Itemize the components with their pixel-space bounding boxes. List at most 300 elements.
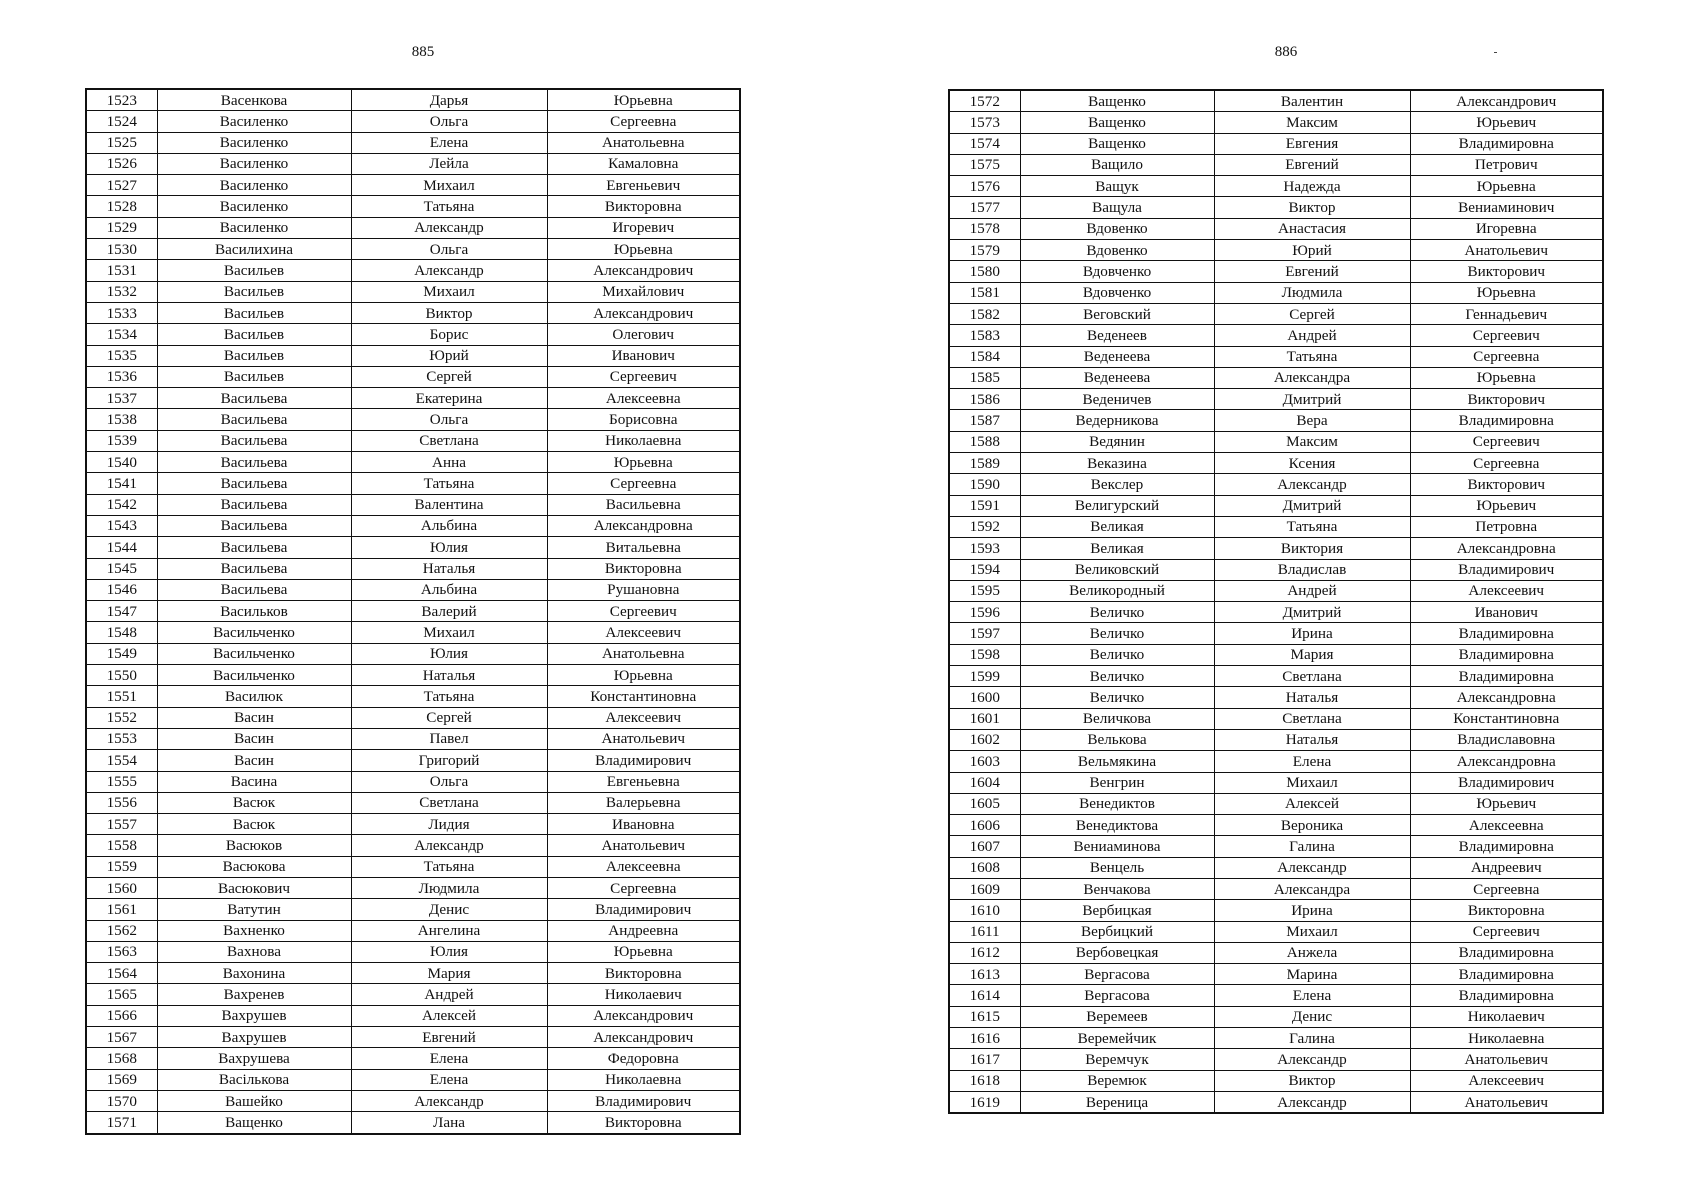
first-name-cell: Александр	[351, 1090, 547, 1111]
record-number-cell: 1526	[86, 153, 157, 174]
page-number: 886	[1274, 44, 1298, 60]
record-number-cell: 1565	[86, 984, 157, 1005]
table-row	[949, 133, 1603, 154]
first-name-cell: Светлана	[351, 430, 547, 451]
table-row	[86, 643, 740, 664]
table-row	[86, 324, 740, 345]
table-row	[86, 473, 740, 494]
table-row	[949, 346, 1603, 367]
table-row	[949, 815, 1603, 836]
last-name-cell: Вахненко	[157, 920, 351, 941]
first-name-cell: Елена	[351, 1048, 547, 1069]
last-name-cell: Вахнова	[157, 941, 351, 962]
last-name-cell: Васин	[157, 707, 351, 728]
record-number-cell: 1617	[949, 1049, 1020, 1070]
patronymic-cell: Валерьевна	[547, 792, 740, 813]
patronymic-cell: Николаевна	[547, 430, 740, 451]
patronymic-cell: Алексеевич	[1410, 1070, 1603, 1091]
record-number-cell: 1547	[86, 601, 157, 622]
table-row	[949, 176, 1603, 197]
record-number-cell: 1608	[949, 857, 1020, 878]
table-row	[86, 345, 740, 366]
patronymic-cell: Михайлович	[547, 281, 740, 302]
first-name-cell: Елена	[1214, 751, 1410, 772]
record-number-cell: 1611	[949, 921, 1020, 942]
record-number-cell: 1553	[86, 728, 157, 749]
table-row	[86, 175, 740, 196]
last-name-cell: Вахрушева	[157, 1048, 351, 1069]
first-name-cell: Альбина	[351, 579, 547, 600]
last-name-cell: Васильев	[157, 324, 351, 345]
table-row	[949, 389, 1603, 410]
first-name-cell: Альбина	[351, 515, 547, 536]
table-row	[949, 900, 1603, 921]
first-name-cell: Людмила	[351, 877, 547, 898]
patronymic-cell: Камаловна	[547, 153, 740, 174]
record-number-cell: 1530	[86, 239, 157, 260]
table-row	[949, 644, 1603, 665]
record-number-cell: 1618	[949, 1070, 1020, 1091]
table-row	[949, 90, 1603, 112]
first-name-cell: Анжела	[1214, 942, 1410, 963]
record-number-cell: 1586	[949, 389, 1020, 410]
patronymic-cell: Владимирович	[547, 1090, 740, 1111]
last-name-cell: Веденеева	[1020, 346, 1214, 367]
table-row	[949, 282, 1603, 303]
last-name-cell: Вербицкий	[1020, 921, 1214, 942]
last-name-cell: Вдовенко	[1020, 218, 1214, 239]
last-name-cell: Васильева	[157, 473, 351, 494]
last-name-cell: Веремюк	[1020, 1070, 1214, 1091]
first-name-cell: Александр	[1214, 1049, 1410, 1070]
first-name-cell: Александра	[1214, 367, 1410, 388]
table-row	[86, 835, 740, 856]
first-name-cell: Виктор	[351, 302, 547, 323]
table-row	[86, 1048, 740, 1069]
table-row	[949, 559, 1603, 580]
patronymic-cell: Анатольевич	[1410, 1049, 1603, 1070]
last-name-cell: Ващенко	[1020, 133, 1214, 154]
record-number-cell: 1544	[86, 537, 157, 558]
first-name-cell: Лейла	[351, 153, 547, 174]
first-name-cell: Вероника	[1214, 815, 1410, 836]
patronymic-cell: Юрьевич	[1410, 495, 1603, 516]
last-name-cell: Веремеев	[1020, 1006, 1214, 1027]
table-row	[86, 388, 740, 409]
last-name-cell: Васильева	[157, 558, 351, 579]
table-row	[86, 217, 740, 238]
first-name-cell: Галина	[1214, 1028, 1410, 1049]
last-name-cell: Васильева	[157, 537, 351, 558]
record-number-cell: 1599	[949, 666, 1020, 687]
patronymic-cell: Владимировна	[1410, 410, 1603, 431]
patronymic-cell: Викторовна	[1410, 900, 1603, 921]
record-number-cell: 1613	[949, 964, 1020, 985]
last-name-cell: Васильева	[157, 388, 351, 409]
patronymic-cell: Юрьевич	[1410, 112, 1603, 133]
table-row	[949, 729, 1603, 750]
table-row	[86, 494, 740, 515]
last-name-cell: Венгрин	[1020, 772, 1214, 793]
record-number-cell: 1572	[949, 90, 1020, 112]
last-name-cell: Ващенко	[1020, 112, 1214, 133]
table-row	[86, 814, 740, 835]
first-name-cell: Галина	[1214, 836, 1410, 857]
first-name-cell: Денис	[351, 899, 547, 920]
record-number-cell: 1528	[86, 196, 157, 217]
last-name-cell: Веденеев	[1020, 325, 1214, 346]
last-name-cell: Васильева	[157, 515, 351, 536]
patronymic-cell: Александрович	[547, 1005, 740, 1026]
record-number-cell: 1582	[949, 303, 1020, 324]
first-name-cell: Дмитрий	[1214, 495, 1410, 516]
last-name-cell: Величкова	[1020, 708, 1214, 729]
table-row	[86, 579, 740, 600]
right-page	[848, 0, 1695, 1200]
first-name-cell: Михаил	[351, 281, 547, 302]
record-number-cell: 1585	[949, 367, 1020, 388]
last-name-cell: Васильев	[157, 260, 351, 281]
first-name-cell: Татьяна	[351, 856, 547, 877]
patronymic-cell: Владимирович	[547, 899, 740, 920]
record-number-cell: 1525	[86, 132, 157, 153]
first-name-cell: Григорий	[351, 750, 547, 771]
table-row	[86, 984, 740, 1005]
last-name-cell: Величко	[1020, 602, 1214, 623]
patronymic-cell: Анатольевич	[1410, 1091, 1603, 1113]
last-name-cell: Ващула	[1020, 197, 1214, 218]
last-name-cell: Ващенко	[1020, 90, 1214, 112]
first-name-cell: Александра	[1214, 878, 1410, 899]
patronymic-cell: Сергеевна	[1410, 453, 1603, 474]
table-row	[949, 325, 1603, 346]
first-name-cell: Ксения	[1214, 453, 1410, 474]
last-name-cell: Величко	[1020, 623, 1214, 644]
last-name-cell: Великая	[1020, 516, 1214, 537]
last-name-cell: Венчакова	[1020, 878, 1214, 899]
patronymic-cell: Анатольевна	[547, 643, 740, 664]
patronymic-cell: Владимировна	[1410, 985, 1603, 1006]
last-name-cell: Венцель	[1020, 857, 1214, 878]
last-name-cell: Великовский	[1020, 559, 1214, 580]
record-number-cell: 1603	[949, 751, 1020, 772]
record-number-cell: 1592	[949, 516, 1020, 537]
table-row	[86, 1112, 740, 1134]
record-number-cell: 1574	[949, 133, 1020, 154]
last-name-cell: Вельмякина	[1020, 751, 1214, 772]
record-number-cell: 1601	[949, 708, 1020, 729]
table-row	[949, 495, 1603, 516]
patronymic-cell: Юрьевна	[1410, 367, 1603, 388]
patronymic-cell: Владимировна	[1410, 666, 1603, 687]
table-row	[86, 196, 740, 217]
first-name-cell: Валентин	[1214, 90, 1410, 112]
first-name-cell: Виктор	[1214, 197, 1410, 218]
table-row	[949, 1070, 1603, 1091]
table-row	[86, 558, 740, 579]
record-number-cell: 1538	[86, 409, 157, 430]
patronymic-cell: Николаевна	[1410, 1028, 1603, 1049]
record-number-cell: 1567	[86, 1027, 157, 1048]
first-name-cell: Александр	[1214, 474, 1410, 495]
patronymic-cell: Сергеевна	[1410, 878, 1603, 899]
first-name-cell: Светлана	[351, 792, 547, 813]
record-number-cell: 1590	[949, 474, 1020, 495]
first-name-cell: Александр	[351, 217, 547, 238]
table-row	[949, 197, 1603, 218]
last-name-cell: Васильченко	[157, 665, 351, 686]
first-name-cell: Мария	[1214, 644, 1410, 665]
last-name-cell: Веремейчик	[1020, 1028, 1214, 1049]
record-number-cell: 1554	[86, 750, 157, 771]
table-row	[949, 878, 1603, 899]
record-number-cell: 1562	[86, 920, 157, 941]
last-name-cell: Венедиктова	[1020, 815, 1214, 836]
record-number-cell: 1607	[949, 836, 1020, 857]
patronymic-cell: Ивановна	[547, 814, 740, 835]
patronymic-cell: Николаевна	[547, 1069, 740, 1090]
record-number-cell: 1579	[949, 240, 1020, 261]
first-name-cell: Наталья	[1214, 729, 1410, 750]
first-name-cell: Владислав	[1214, 559, 1410, 580]
record-number-cell: 1569	[86, 1069, 157, 1090]
last-name-cell: Васюкова	[157, 856, 351, 877]
record-number-cell: 1573	[949, 112, 1020, 133]
first-name-cell: Андрей	[1214, 580, 1410, 601]
first-name-cell: Светлана	[1214, 708, 1410, 729]
table-row	[949, 1091, 1603, 1113]
roster-table	[85, 88, 741, 1135]
patronymic-cell: Витальевна	[547, 537, 740, 558]
patronymic-cell: Алексеевич	[547, 707, 740, 728]
patronymic-cell: Сергеевич	[547, 366, 740, 387]
first-name-cell: Александр	[351, 835, 547, 856]
patronymic-cell: Анатольевич	[1410, 240, 1603, 261]
first-name-cell: Виктор	[1214, 1070, 1410, 1091]
patronymic-cell: Константиновна	[1410, 708, 1603, 729]
table-row	[86, 728, 740, 749]
table-row	[949, 708, 1603, 729]
table-row	[86, 1027, 740, 1048]
patronymic-cell: Александрович	[547, 260, 740, 281]
table-row	[949, 1049, 1603, 1070]
first-name-cell: Виктория	[1214, 538, 1410, 559]
table-row	[86, 622, 740, 643]
first-name-cell: Ирина	[1214, 623, 1410, 644]
page-number: 885	[411, 44, 435, 60]
first-name-cell: Вера	[1214, 410, 1410, 431]
table-row	[86, 515, 740, 536]
record-number-cell: 1604	[949, 772, 1020, 793]
patronymic-cell: Юрьевна	[547, 665, 740, 686]
patronymic-cell: Юрьевна	[547, 89, 740, 111]
table-row	[86, 239, 740, 260]
last-name-cell: Величко	[1020, 687, 1214, 708]
first-name-cell: Ольга	[351, 771, 547, 792]
table-row	[86, 153, 740, 174]
last-name-cell: Васюк	[157, 792, 351, 813]
patronymic-cell: Юрьевна	[547, 452, 740, 473]
last-name-cell: Ведянин	[1020, 431, 1214, 452]
last-name-cell: Васильева	[157, 494, 351, 515]
last-name-cell: Василенко	[157, 132, 351, 153]
record-number-cell: 1541	[86, 473, 157, 494]
table-row	[86, 941, 740, 962]
patronymic-cell: Юрьевна	[547, 239, 740, 260]
last-name-cell: Васильков	[157, 601, 351, 622]
last-name-cell: Васильев	[157, 366, 351, 387]
patronymic-cell: Сергеевна	[1410, 346, 1603, 367]
last-name-cell: Ващук	[1020, 176, 1214, 197]
patronymic-cell: Викторович	[1410, 261, 1603, 282]
patronymic-cell: Владимировна	[1410, 836, 1603, 857]
first-name-cell: Михаил	[1214, 772, 1410, 793]
table-row	[949, 154, 1603, 175]
table-row	[949, 367, 1603, 388]
patronymic-cell: Владиславовна	[1410, 729, 1603, 750]
first-name-cell: Алексей	[1214, 793, 1410, 814]
patronymic-cell: Сергеевна	[547, 473, 740, 494]
first-name-cell: Людмила	[1214, 282, 1410, 303]
patronymic-cell: Александровна	[1410, 687, 1603, 708]
record-number-cell: 1596	[949, 602, 1020, 623]
last-name-cell: Василенко	[157, 111, 351, 132]
record-number-cell: 1576	[949, 176, 1020, 197]
record-number-cell: 1584	[949, 346, 1020, 367]
table-row	[86, 281, 740, 302]
patronymic-cell: Юрьевна	[1410, 282, 1603, 303]
record-number-cell: 1566	[86, 1005, 157, 1026]
record-number-cell: 1602	[949, 729, 1020, 750]
record-number-cell: 1615	[949, 1006, 1020, 1027]
record-number-cell: 1577	[949, 197, 1020, 218]
first-name-cell: Сергей	[1214, 303, 1410, 324]
patronymic-cell: Сергеевич	[547, 601, 740, 622]
last-name-cell: Вахренев	[157, 984, 351, 1005]
last-name-cell: Вахрушев	[157, 1005, 351, 1026]
first-name-cell: Валентина	[351, 494, 547, 515]
table-row	[949, 580, 1603, 601]
patronymic-cell: Алексеевна	[1410, 815, 1603, 836]
first-name-cell: Андрей	[1214, 325, 1410, 346]
table-row	[949, 303, 1603, 324]
first-name-cell: Евгений	[351, 1027, 547, 1048]
last-name-cell: Веремчук	[1020, 1049, 1214, 1070]
last-name-cell: Васильева	[157, 452, 351, 473]
last-name-cell: Веговский	[1020, 303, 1214, 324]
patronymic-cell: Рушановна	[547, 579, 740, 600]
first-name-cell: Татьяна	[351, 686, 547, 707]
record-number-cell: 1589	[949, 453, 1020, 474]
last-name-cell: Вашейко	[157, 1090, 351, 1111]
record-number-cell: 1595	[949, 580, 1020, 601]
table-row	[86, 963, 740, 984]
last-name-cell: Василихина	[157, 239, 351, 260]
record-number-cell: 1593	[949, 538, 1020, 559]
last-name-cell: Васильченко	[157, 643, 351, 664]
first-name-cell: Наталья	[351, 665, 547, 686]
first-name-cell: Лана	[351, 1112, 547, 1134]
last-name-cell: Величко	[1020, 666, 1214, 687]
last-name-cell: Василенко	[157, 196, 351, 217]
first-name-cell: Максим	[1214, 431, 1410, 452]
table-row	[949, 218, 1603, 239]
table-row	[86, 366, 740, 387]
record-number-cell: 1609	[949, 878, 1020, 899]
table-row	[949, 921, 1603, 942]
table-row	[86, 899, 740, 920]
table-row	[86, 1005, 740, 1026]
table-row	[86, 132, 740, 153]
patronymic-cell: Владимировна	[1410, 644, 1603, 665]
first-name-cell: Михаил	[351, 175, 547, 196]
first-name-cell: Елена	[351, 1069, 547, 1090]
record-number-cell: 1539	[86, 430, 157, 451]
record-number-cell: 1580	[949, 261, 1020, 282]
record-number-cell: 1546	[86, 579, 157, 600]
first-name-cell: Наталья	[351, 558, 547, 579]
first-name-cell: Дмитрий	[1214, 602, 1410, 623]
patronymic-cell: Федоровна	[547, 1048, 740, 1069]
table-row	[949, 666, 1603, 687]
patronymic-cell: Анатольевич	[547, 835, 740, 856]
record-number-cell: 1581	[949, 282, 1020, 303]
last-name-cell: Велькова	[1020, 729, 1214, 750]
first-name-cell: Елена	[1214, 985, 1410, 1006]
patronymic-cell: Борисовна	[547, 409, 740, 430]
last-name-cell: Василенко	[157, 217, 351, 238]
patronymic-cell: Сергеевич	[1410, 921, 1603, 942]
record-number-cell: 1550	[86, 665, 157, 686]
patronymic-cell: Васильевна	[547, 494, 740, 515]
patronymic-cell: Александровна	[547, 515, 740, 536]
record-number-cell: 1578	[949, 218, 1020, 239]
first-name-cell: Валерий	[351, 601, 547, 622]
last-name-cell: Величко	[1020, 644, 1214, 665]
patronymic-cell: Александровна	[1410, 538, 1603, 559]
record-number-cell: 1535	[86, 345, 157, 366]
last-name-cell: Веденичев	[1020, 389, 1214, 410]
record-number-cell: 1540	[86, 452, 157, 473]
last-name-cell: Велигурский	[1020, 495, 1214, 516]
table-row	[949, 516, 1603, 537]
patronymic-cell: Владимирович	[547, 750, 740, 771]
record-number-cell: 1605	[949, 793, 1020, 814]
table-row	[86, 430, 740, 451]
roster-table	[948, 89, 1604, 1114]
table-row	[949, 687, 1603, 708]
record-number-cell: 1564	[86, 963, 157, 984]
last-name-cell: Векслер	[1020, 474, 1214, 495]
last-name-cell: Веказина	[1020, 453, 1214, 474]
first-name-cell: Сергей	[351, 366, 547, 387]
first-name-cell: Александр	[351, 260, 547, 281]
record-number-cell: 1534	[86, 324, 157, 345]
table-row	[86, 1069, 740, 1090]
last-name-cell: Вербовецкая	[1020, 942, 1214, 963]
record-number-cell: 1542	[86, 494, 157, 515]
record-number-cell: 1616	[949, 1028, 1020, 1049]
first-name-cell: Михаил	[1214, 921, 1410, 942]
first-name-cell: Евгений	[1214, 261, 1410, 282]
table-row	[949, 1006, 1603, 1027]
last-name-cell: Великая	[1020, 538, 1214, 559]
first-name-cell: Мария	[351, 963, 547, 984]
record-number-cell: 1549	[86, 643, 157, 664]
first-name-cell: Наталья	[1214, 687, 1410, 708]
record-number-cell: 1533	[86, 302, 157, 323]
record-number-cell: 1531	[86, 260, 157, 281]
